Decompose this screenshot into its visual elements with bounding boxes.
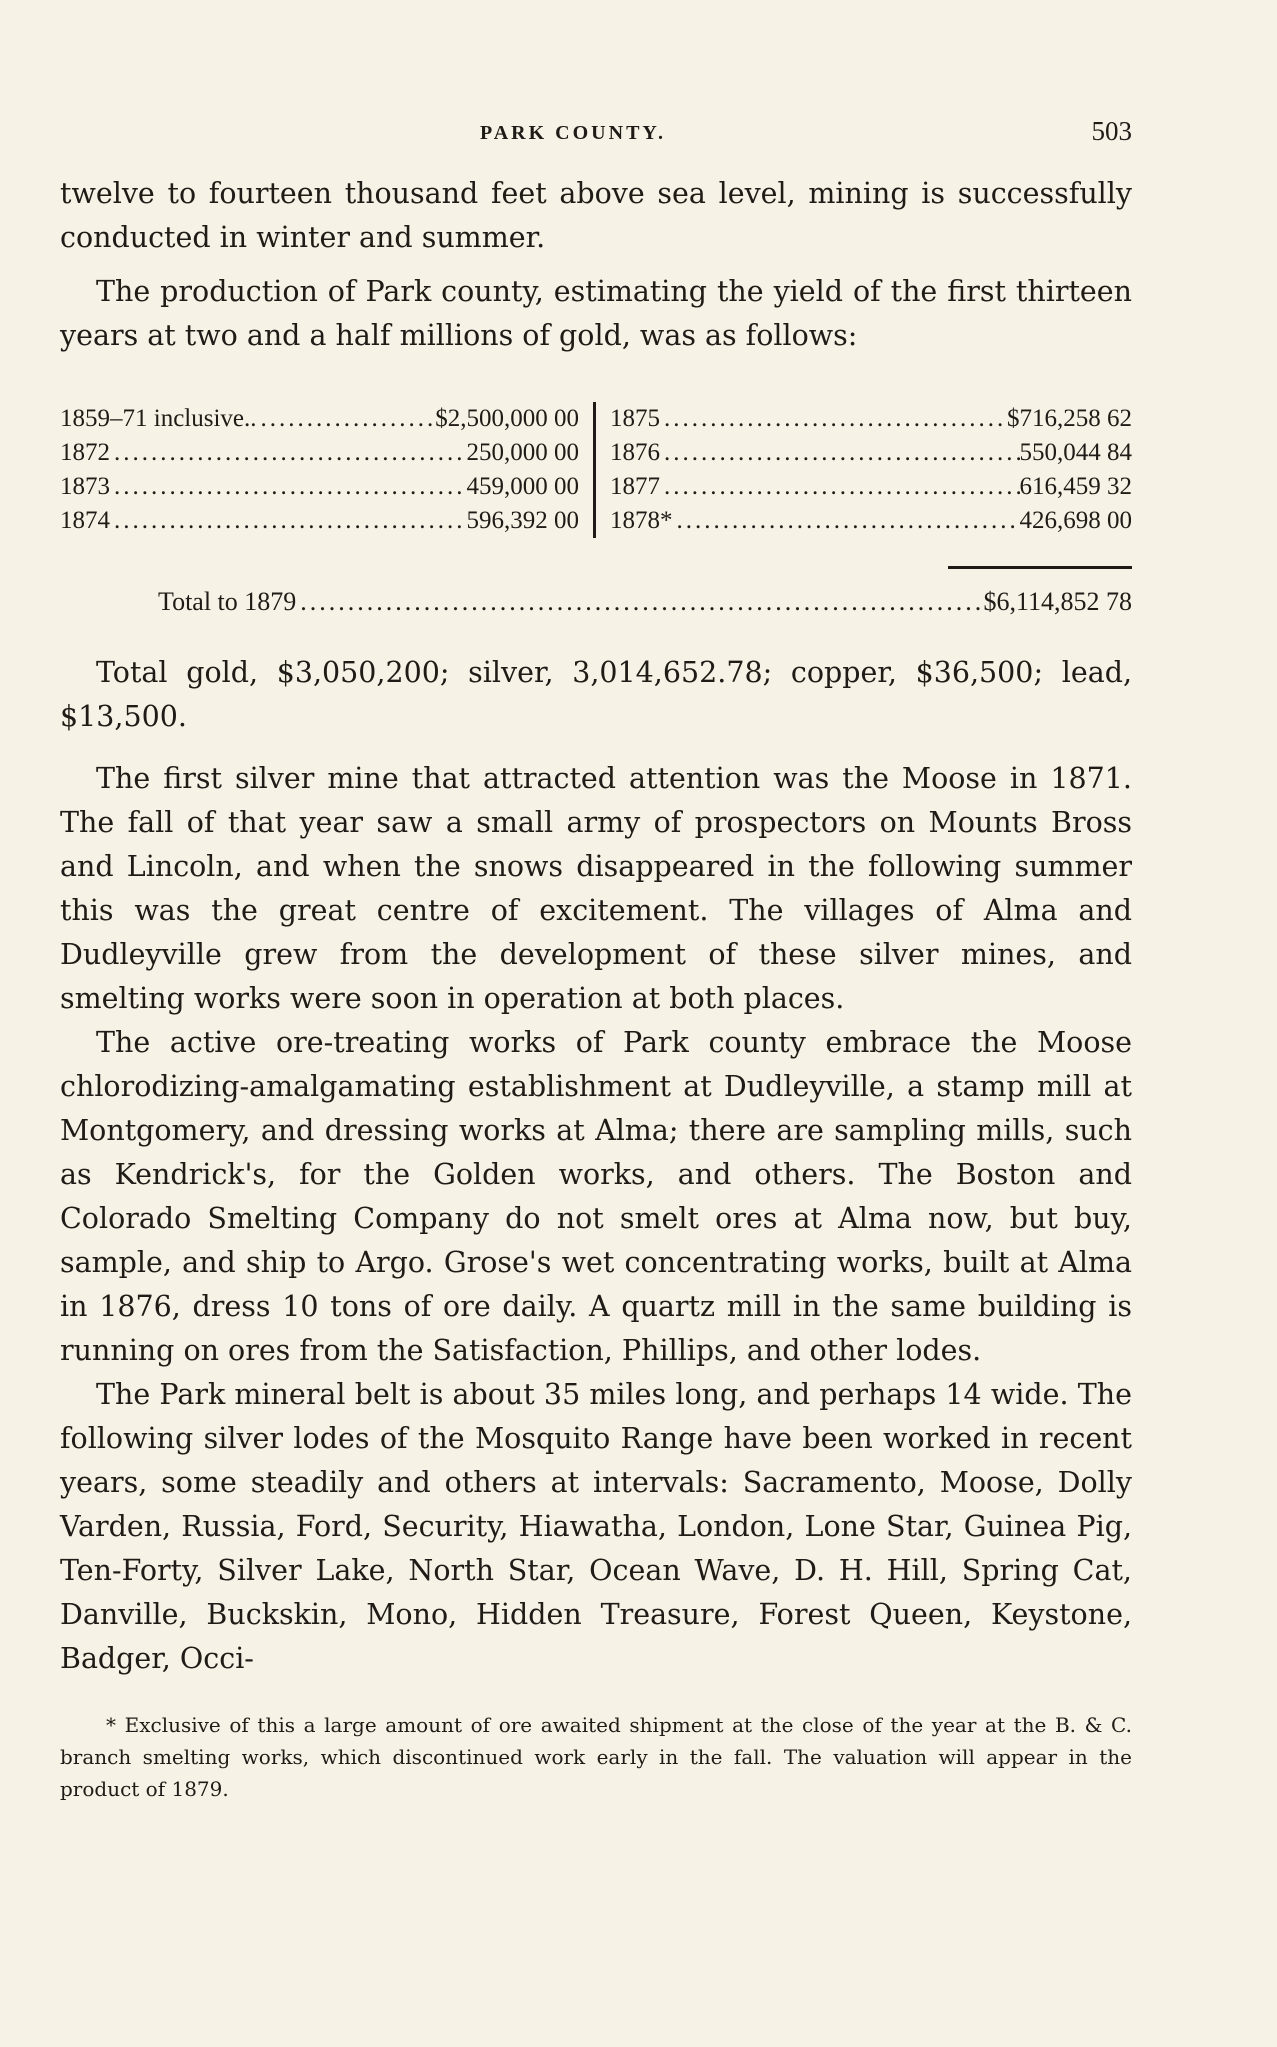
total-rule bbox=[948, 566, 1132, 569]
leader-dots bbox=[110, 436, 467, 470]
total-row bbox=[60, 587, 1132, 617]
table-row bbox=[60, 436, 579, 470]
year-value: 459,000 00 bbox=[466, 473, 579, 500]
running-head: PARK COUNTY. bbox=[480, 122, 667, 144]
year-label: 1874 bbox=[60, 507, 110, 534]
table-row bbox=[60, 504, 579, 538]
year-value: 550,044 84 bbox=[1019, 439, 1132, 466]
paragraph-totals: Total gold, $3,050,200; silver, 3,014,652.78; copper, $36,500; lead, $13,500. bbox=[60, 656, 1132, 733]
table-row bbox=[610, 402, 1132, 436]
paragraph-production-intro: The production of Park county, estimating the yield of the first thirteen years at two and a half millions of gold, was as follows: bbox=[60, 275, 1132, 352]
table-row bbox=[60, 470, 579, 504]
year-label: 1875 bbox=[610, 405, 660, 432]
total-value: $6,114,852 78 bbox=[983, 587, 1132, 616]
table-row bbox=[610, 470, 1132, 504]
year-value: $2,500,000 00 bbox=[435, 405, 579, 432]
production-table bbox=[60, 402, 1132, 538]
leader-dots bbox=[660, 436, 1020, 470]
production-table-left bbox=[60, 402, 596, 538]
year-label: 1872 bbox=[60, 439, 110, 466]
page bbox=[60, 110, 1132, 1825]
year-value: 596,392 00 bbox=[466, 507, 579, 534]
table-row bbox=[610, 436, 1132, 470]
year-value: $716,258 62 bbox=[1007, 405, 1132, 432]
table-row bbox=[60, 402, 579, 436]
leader-dots bbox=[660, 470, 1020, 504]
leader-dots bbox=[110, 504, 467, 538]
year-label: 1878* bbox=[610, 507, 673, 534]
leader-dots bbox=[660, 402, 1007, 436]
page-header bbox=[60, 110, 1132, 150]
leader-dots bbox=[296, 587, 983, 617]
table-row bbox=[610, 504, 1132, 538]
leader-dots bbox=[673, 504, 1020, 538]
footnote: * Exclusive of this a large amount of ore awaited shipment at the close of the year at the B. & C. branch smelting works, which discontinued work early in the fall. The valuation will appear in the product of 1879. bbox=[60, 1713, 1132, 1801]
year-value: 426,698 00 bbox=[1019, 507, 1132, 534]
leader-dots bbox=[257, 402, 436, 436]
total-label: Total to 1879 bbox=[158, 587, 297, 616]
paragraph-continuation: twelve to fourteen thousand feet above sea level, mining is successfully conducted in winter and summer. bbox=[60, 177, 1132, 254]
paragraph-moose-mine: The first silver mine that attracted attention was the Moose in 1871. The fall of that year saw a small army of prospectors on Mounts Bross and Lincoln, and when the snows disappeared in the following summer this was the great centre of excitement. The villages of Alma and Dudleyville grew from the development of these silver mines, and smelting works were soon in operation at both places. bbox=[60, 762, 1132, 1015]
year-label: 1877 bbox=[610, 473, 660, 500]
page-number: 503 bbox=[1091, 116, 1132, 146]
year-label: 1873 bbox=[60, 473, 110, 500]
year-value: 616,459 32 bbox=[1019, 473, 1132, 500]
production-table-right bbox=[596, 402, 1132, 538]
paragraph-ore-works: The active ore-treating works of Park county embrace the Moose chlorodizing-amalgamating establishment at Dudleyville, a stamp mill at Montgomery, and dressing works at Alma; there are sampling mills, such as Kendrick's, for the Golden works, and others. The Boston and Colorado Smelting Company do not smelt ores at Alma now, but buy, sample, and ship to Argo. Grose's wet concentrating works, built at Alma in 1876, dress 10 tons of ore daily. A quartz mill in the same building is running on ores from the Satisfaction, Phillips, and other lodes. bbox=[60, 1026, 1132, 1367]
year-value: 250,000 00 bbox=[466, 439, 579, 466]
leader-dots bbox=[110, 470, 467, 504]
year-label: 1859–71 inclusive.. bbox=[60, 405, 257, 432]
year-label: 1876 bbox=[610, 439, 660, 466]
paragraph-mineral-belt: The Park mineral belt is about 35 miles long, and perhaps 14 wide. The following silver lodes of the Mosquito Range have been worked in recent years, some steadily and others at intervals: Sacramento, Moose, Dolly Varden, Russia, Ford, Security, Hiawatha, London, Lone Star, Guinea Pig, Ten-Forty, Silver Lake, North Star, Ocean Wave, D. H. Hill, Spring Cat, Danville, Buckskin, Mono, Hidden Treasure, Forest Queen, Keystone, Badger, Occi- bbox=[60, 1378, 1132, 1675]
